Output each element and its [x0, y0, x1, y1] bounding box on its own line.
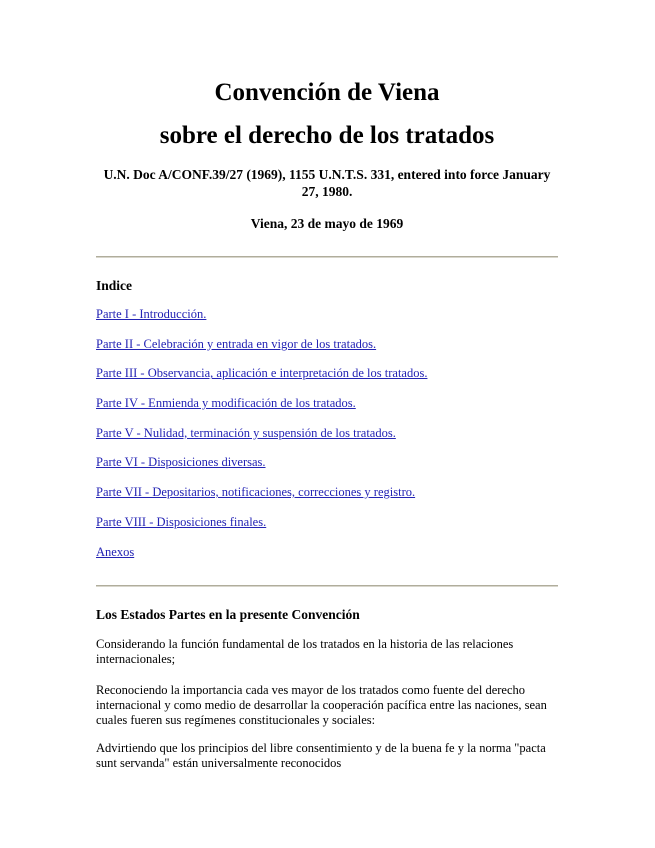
index-item [96, 337, 427, 367]
index-link-parte-ii[interactable]: Parte II - Celebración y entrada en vigor de los tratados. [96, 336, 377, 351]
index-item [96, 485, 427, 515]
preamble-paragraph: Reconociendo la importancia cada ves mayor de los tratados como fuente del derecho internacional y como medio de desarrollar la cooperación pacífica entre las naciones, sean cuales fueren sus regímenes constitucionales y sociales: [96, 683, 547, 727]
index-item [96, 307, 427, 337]
index-item [96, 366, 427, 396]
index-link-anexos[interactable]: Anexos [96, 544, 135, 559]
index-link-parte-v[interactable]: Parte V - Nulidad, terminación y suspensión de los tratados. [96, 425, 396, 440]
document-citation: U.N. Doc A/CONF.39/27 (1969), 1155 U.N.T.S. 331, entered into force January 27, 1980. [103, 167, 551, 199]
index-item [96, 515, 427, 545]
document-title-line2: sobre el derecho de los tratados [159, 122, 495, 149]
index-link-parte-iv[interactable]: Parte IV - Enmienda y modificación de los tratados. [96, 396, 356, 411]
preamble-heading: Los Estados Partes en la presente Convención [96, 607, 360, 622]
document-title-line1: Convención de Viena [214, 79, 440, 106]
horizontal-divider [96, 256, 558, 258]
index-list [96, 307, 427, 574]
document-date: Viena, 23 de mayo de 1969 [250, 216, 404, 231]
horizontal-divider [96, 585, 558, 587]
index-link-parte-i[interactable]: Parte I - Introducción. [96, 307, 207, 321]
index-item [96, 455, 427, 485]
index-link-parte-viii[interactable]: Parte VIII - Disposiciones finales. [96, 514, 267, 529]
preamble-paragraph: Advirtiendo que los principios del libre consentimiento y de la buena fe y la norma "pacta sunt servanda" están universalmente reconocidos [96, 741, 546, 770]
index-item [96, 545, 427, 575]
index-item [96, 396, 427, 426]
index-link-parte-iii[interactable]: Parte III - Observancia, aplicación e interpretación de los tratados. [96, 366, 428, 381]
index-link-parte-vi[interactable]: Parte VI - Disposiciones diversas. [96, 455, 266, 470]
preamble-paragraph: Considerando la función fundamental de los tratados en la historia de las relaciones internacionales; [96, 637, 514, 666]
index-link-parte-vii[interactable]: Parte VII - Depositarios, notificaciones, correcciones y registro. [96, 485, 416, 500]
index-heading: Indice [96, 278, 133, 293]
index-item [96, 426, 427, 456]
